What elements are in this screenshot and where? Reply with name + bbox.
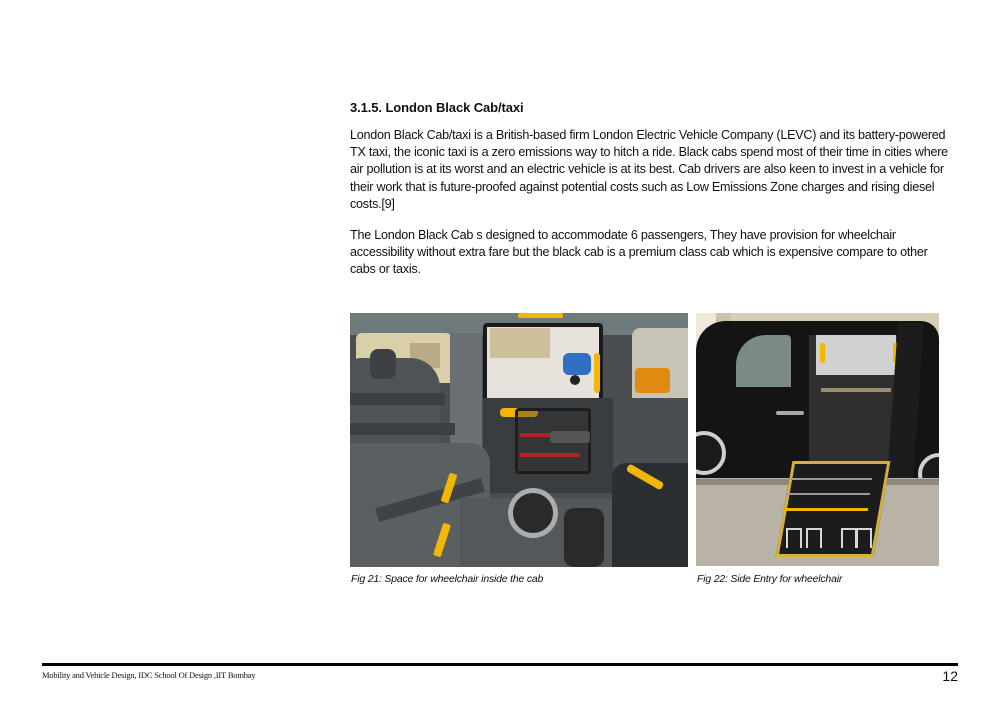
section-title: London Black Cab/taxi [385,100,524,115]
page-number: 12 [942,668,958,684]
figure-21-cab-interior-photo [350,313,688,567]
figure-22-caption: Fig 22: Side Entry for wheelchair [697,573,843,585]
footer-divider [42,663,958,666]
paragraph-levc-intro: London Black Cab/taxi is a British-based firm London Electric Vehicle Company (LEVC) and its battery-powered TX taxi, the iconic taxi is a zero emissions way to hitch a ride. Black cabs spend most of their time in cities where air pollution is at its worst and an electric vehicle is at its best. Cab drivers are also keen to invest in a vehicle for their work that is future-proofed against potential costs such as Low Emissions Zone charges and rising diesel costs.[9] [350,128,948,211]
section-heading [350,100,523,115]
paragraph-accessibility: The London Black Cab s designed to accommodate 6 passengers, They have provision for wheelchair accessibility without extra fare but the black cab is a premium class cab which is expensive compare to other cabs or taxis. [350,228,928,277]
section-number: 3.1.5. [350,100,382,115]
figure-22-side-entry-photo [696,313,939,566]
figure-21-caption: Fig 21: Space for wheelchair inside the cab [351,573,544,585]
footer-institution: Mobility and Vehicle Design, IDC School Of Design ,IIT Bombay [42,670,256,680]
